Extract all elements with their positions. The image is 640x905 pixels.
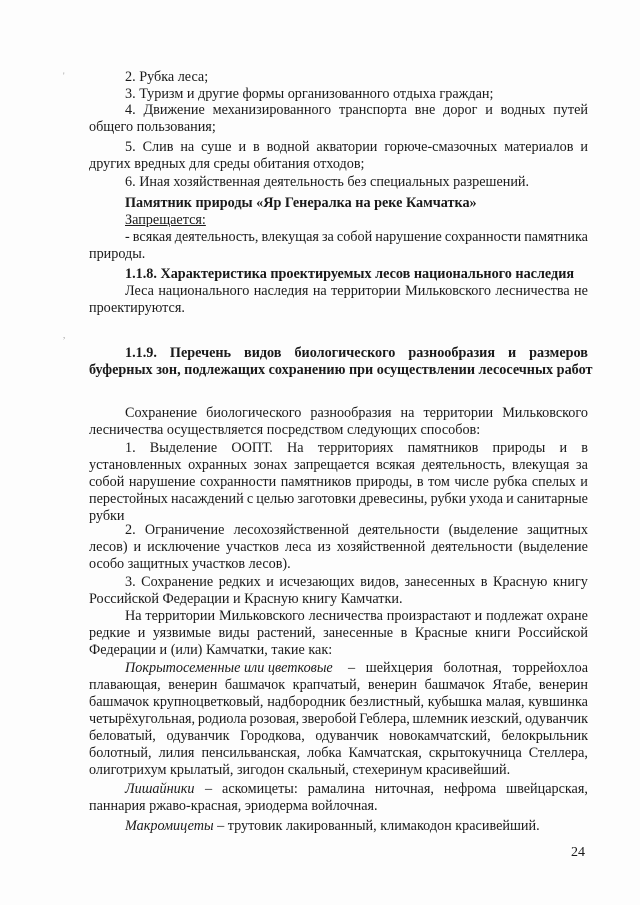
word: горюче-смазочных: [384, 139, 498, 155]
list-item: 3. Туризм и другие формы организованного отдыха граждан;: [125, 86, 494, 102]
word: -: [125, 229, 130, 245]
word: деятельность,: [174, 229, 259, 245]
word: 1.1.9.: [125, 345, 157, 361]
word: Стеллера,: [528, 745, 588, 761]
word: деятельности: [358, 522, 440, 538]
word: лобка: [307, 745, 342, 761]
word: с: [246, 491, 254, 507]
word: ООПТ.: [231, 440, 273, 456]
word: растений,: [257, 625, 316, 641]
section-heading-119-continued: буферных зон, подлежащих сохранению при осуществлении лесосечных работ: [89, 362, 593, 378]
word: и: [266, 574, 274, 590]
word: собой: [336, 229, 373, 245]
word: биологического: [206, 405, 302, 421]
word: деятельности: [431, 539, 513, 555]
word: одуванчик: [315, 728, 379, 744]
word: разнообразия: [310, 405, 392, 421]
word: запрещается: [294, 457, 370, 473]
paragraph-line: природы.: [89, 246, 146, 262]
word: и: [133, 539, 142, 555]
word: памятника: [524, 229, 588, 245]
word: в: [400, 625, 408, 641]
paragraph-line: [125, 440, 588, 457]
word: всякая: [376, 457, 416, 473]
word: Геблера,: [359, 711, 410, 727]
page-number: 24: [571, 845, 585, 860]
word: охранных: [188, 457, 248, 473]
word: механизированного: [212, 102, 332, 118]
word: малая,: [485, 694, 525, 710]
paragraph-line: [89, 539, 588, 556]
word: за: [576, 457, 588, 473]
word: –: [205, 781, 213, 797]
word: сохранности: [444, 229, 522, 245]
word: 5.: [125, 139, 136, 155]
word: уязвимые: [152, 625, 211, 641]
plants-label: Покрытосеменные или цветковые: [125, 660, 333, 676]
word: книгу: [552, 574, 588, 590]
fungi-line: Макромицеты – трутовик лакированный, климакодон красивейший.: [125, 818, 540, 834]
word: нарушение: [128, 474, 196, 490]
list-item: [125, 102, 588, 119]
word: кубышка: [427, 694, 483, 710]
word: иезский,: [470, 711, 523, 727]
paragraph-line: [89, 728, 588, 745]
word: Леса: [125, 283, 154, 299]
word: четырёхугольная,: [89, 711, 196, 727]
word: и: [137, 625, 146, 641]
lichens-label: Лишайники: [125, 781, 195, 797]
word: видов,: [360, 574, 399, 590]
word: Движение: [143, 102, 205, 118]
word: шлемник: [412, 711, 468, 727]
word: территориях: [317, 440, 394, 456]
word: венерин: [538, 677, 588, 693]
word: Выделение: [149, 440, 218, 456]
word: 3.: [125, 574, 136, 590]
word: ухода: [469, 491, 504, 507]
word: шейхцерия: [365, 660, 433, 676]
word: Мильковского: [405, 283, 491, 299]
word: исключение: [147, 539, 220, 555]
paragraph-line: [89, 711, 588, 728]
list-item-continued: общего пользования;: [89, 119, 216, 135]
word: в: [253, 139, 260, 155]
word: Сохранение: [125, 405, 198, 421]
paragraph-line: паннария ржаво-красная, эриодерма войлочная.: [89, 798, 378, 814]
word: венерин: [367, 677, 417, 693]
word: памятников: [407, 440, 479, 456]
word: дорог: [443, 102, 478, 118]
paragraph-line: рубки: [89, 508, 125, 524]
word: нарушение: [375, 229, 442, 245]
paragraph-line: [125, 283, 588, 300]
word: нефрома: [443, 781, 497, 797]
word: установленных: [89, 457, 182, 473]
word: видов: [244, 345, 282, 361]
paragraph-line: [89, 625, 588, 642]
word: Мильковского: [502, 405, 588, 421]
word: Ограничение: [144, 522, 225, 538]
word: 4.: [125, 102, 136, 118]
paragraph-line: [89, 474, 588, 491]
word: башмачок: [224, 677, 286, 693]
word: и: [238, 139, 247, 155]
word: крапчатый,: [292, 677, 361, 693]
word: болотная,: [443, 660, 502, 676]
word: виды: [218, 625, 250, 641]
word: рубка: [493, 474, 528, 490]
section-heading-118: 1.1.8. Характеристика проектируемых лесов национального наследия: [125, 266, 575, 282]
word: Ятабе,: [492, 677, 532, 693]
word: Перечень: [169, 345, 232, 361]
paragraph-line: [89, 457, 588, 474]
word: территории: [423, 405, 494, 421]
paragraph-line: особо защитных участков лесов).: [89, 556, 291, 572]
word: природы,: [355, 474, 413, 490]
word: ниточная,: [374, 781, 434, 797]
word: торрейохлоа: [512, 660, 588, 676]
word: Камчатская,: [348, 745, 422, 761]
word: собой: [89, 474, 125, 490]
word: лесничества: [495, 283, 570, 299]
word: и: [485, 102, 493, 118]
word: древесины,: [359, 491, 428, 507]
word: болотный,: [89, 745, 152, 761]
word: Российской: [518, 625, 588, 641]
word: природы: [492, 440, 546, 456]
word: Слив: [142, 139, 174, 155]
paragraph-line: [125, 229, 588, 246]
word: (выделение: [448, 522, 518, 538]
word: занесенных: [404, 574, 476, 590]
word: биологического: [294, 345, 396, 361]
word: том: [428, 474, 450, 490]
word: за: [321, 229, 334, 245]
word: рамалина: [307, 781, 365, 797]
word: крупноцветковый,: [152, 694, 264, 710]
word: пенсильванская,: [201, 745, 301, 761]
word: влекущая: [261, 229, 319, 245]
word: на: [400, 405, 415, 421]
word: сохранности: [199, 474, 277, 490]
word: лесов): [89, 539, 128, 555]
word: памятников: [280, 474, 352, 490]
word: швейцарская,: [506, 781, 588, 797]
word: заготовки: [297, 491, 356, 507]
word: участков: [225, 539, 279, 555]
word: путей: [553, 102, 588, 118]
paragraph-line: Российской Федерации и Красную книгу Камчатки.: [89, 591, 403, 607]
word: на: [180, 139, 195, 155]
paragraph-line: [125, 405, 588, 422]
word: Красную: [492, 574, 548, 590]
word: материалов: [504, 139, 574, 155]
word: башмачок: [424, 677, 485, 693]
paragraph-line: [125, 608, 588, 625]
word: наследия: [253, 283, 309, 299]
word: из: [317, 539, 331, 555]
word: Городкова,: [240, 728, 305, 744]
word: исчезающих: [279, 574, 355, 590]
word: водной: [266, 139, 310, 155]
word: розовая,: [249, 711, 300, 727]
word: не: [574, 283, 588, 299]
list-item: [125, 139, 588, 156]
word: 2.: [125, 522, 136, 538]
word: леса: [284, 539, 312, 555]
word: лилия: [158, 745, 195, 761]
word: всякая: [132, 229, 172, 245]
word: беловатый,: [89, 728, 156, 744]
word: Красные: [414, 625, 468, 641]
word: лесохозяйственной: [233, 522, 349, 538]
paragraph-line: [125, 574, 588, 591]
word: занесенные: [323, 625, 394, 641]
paragraph-line: Федерации и (или) Камчатки, такие как:: [89, 642, 333, 658]
word: На: [287, 440, 304, 456]
word: лесничества: [308, 608, 383, 624]
word: в: [480, 574, 488, 590]
word: перестойных: [89, 491, 168, 507]
word: одуванчик: [166, 728, 230, 744]
word: водных: [500, 102, 546, 118]
word: и: [506, 491, 514, 507]
word: Мильковского: [218, 608, 305, 624]
word: произрастают: [386, 608, 471, 624]
word: (выделение: [518, 539, 588, 555]
word: и: [474, 608, 483, 624]
paragraph-line: [89, 745, 588, 762]
paragraph-line: [348, 660, 588, 677]
word: белокрыльник: [501, 728, 588, 744]
word: размеров: [529, 345, 588, 361]
word: хозяйственной: [336, 539, 426, 555]
list-item-continued: других вредных для среды обитания отходов;: [89, 156, 365, 172]
word: санитарные: [516, 491, 588, 507]
margin-mark-middle: ,: [63, 330, 66, 340]
prohibited-label: Запрещается:: [125, 212, 206, 228]
word: зонах: [253, 457, 288, 473]
word: транспорта: [338, 102, 407, 118]
word: территории: [331, 283, 401, 299]
word: акватории: [316, 139, 378, 155]
word: Сохранение: [141, 574, 214, 590]
word: рубки: [430, 491, 467, 507]
word: новокамчатский,: [389, 728, 491, 744]
word: вне: [414, 102, 436, 118]
word: одуванчик: [524, 711, 588, 727]
word: 1.: [125, 440, 136, 456]
word: венерин: [168, 677, 218, 693]
word: спелых: [531, 474, 576, 490]
word: в: [416, 474, 424, 490]
word: и: [580, 139, 588, 155]
word: подлежат: [486, 608, 543, 624]
paragraph-line: [89, 694, 588, 711]
word: целью: [256, 491, 295, 507]
word: числе: [454, 474, 489, 490]
word: деятельность,: [421, 457, 506, 473]
word: плавающая,: [89, 677, 161, 693]
word: территории: [145, 608, 216, 624]
monument-title: Памятник природы «Яр Генералка на реке Камчатка»: [125, 195, 477, 211]
word: редких: [218, 574, 261, 590]
word: безлистный,: [349, 694, 425, 710]
word: кувшинка: [528, 694, 588, 710]
word: охране: [546, 608, 588, 624]
word: и: [508, 345, 517, 361]
word: –: [348, 660, 356, 676]
word: на: [312, 283, 327, 299]
word: аскомицеты:: [222, 781, 298, 797]
paragraph-line: проектируются.: [89, 300, 185, 316]
word: надбородник: [267, 694, 346, 710]
word: разнообразия: [408, 345, 496, 361]
word: влекущая: [511, 457, 570, 473]
word: родиола: [197, 711, 247, 727]
word: На: [125, 608, 142, 624]
paragraph-line: [89, 491, 588, 508]
section-heading-119: [125, 345, 588, 362]
paragraph-line: [89, 677, 588, 694]
word: насаждений: [170, 491, 244, 507]
word: редкие: [89, 625, 131, 641]
word: защитных: [527, 522, 588, 538]
word: и: [559, 440, 568, 456]
paragraph-line: [125, 522, 588, 539]
word: скрытокучница: [428, 745, 522, 761]
margin-mark-top: ': [63, 71, 65, 81]
paragraph-line: лесничества осуществляется посредством следующих способов:: [89, 422, 481, 438]
word: в: [581, 440, 588, 456]
word: зверобой: [301, 711, 357, 727]
list-item: 6. Иная хозяйственная деятельность без специальных разрешений.: [125, 174, 530, 190]
word: национального: [158, 283, 250, 299]
word: башмачок: [89, 694, 150, 710]
list-item: 2. Рубка леса;: [125, 69, 209, 85]
word: суше: [201, 139, 232, 155]
word: и: [580, 474, 588, 490]
word: книги: [474, 625, 511, 641]
paragraph-line: олиготрихум крылатый, зигодон скальный, стехеринум красивейший.: [89, 762, 511, 778]
paragraph-line: [205, 781, 588, 798]
